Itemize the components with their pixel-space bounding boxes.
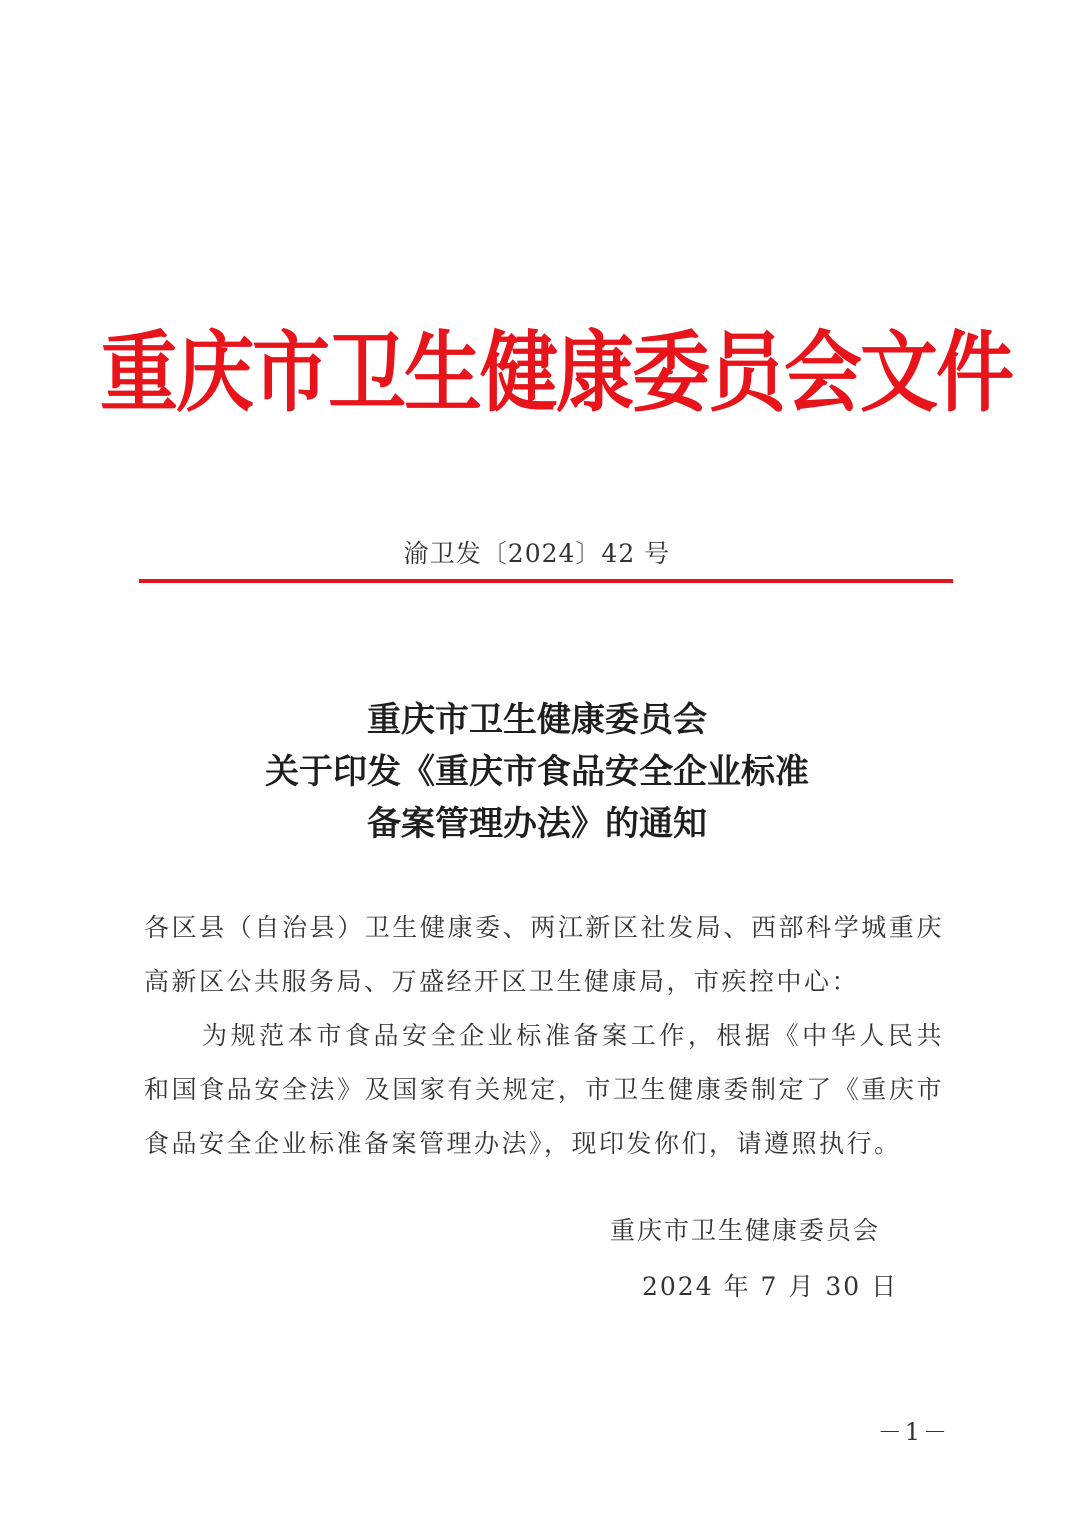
notice-title xyxy=(120,694,954,850)
notice-body xyxy=(144,901,944,1171)
document-header-title: 重庆市卫生健康委员会文件 xyxy=(100,323,1013,425)
signature-organization: 重庆市卫生健康委员会 xyxy=(610,1216,881,1245)
signature-date: 2024 年 7 月 30 日 xyxy=(642,1272,899,1301)
signature-block xyxy=(560,1203,950,1315)
recipients-paragraph: 各区县（自治县）卫生健康委、两江新区社发局、西部科学城重庆高新区公共服务局、万盛经开区卫生健康局，市疾控中心： xyxy=(144,913,944,996)
document-number: 渝卫发〔2024〕42 号 xyxy=(403,539,671,568)
notice-title-line-2: 关于印发《重庆市食品安全企业标准 xyxy=(265,752,809,792)
main-paragraph: 为规范本市食品安全企业标准备案工作，根据《中华人民共和国食品安全法》及国家有关规定，市卫生健康委制定了《重庆市食品安全企业标准备案管理办法》，现印发你们，请遵照执行。 xyxy=(144,1021,944,1158)
red-divider-line xyxy=(139,579,953,583)
page-number: －1－ xyxy=(877,1418,950,1446)
notice-title-line-1: 重庆市卫生健康委员会 xyxy=(367,700,707,740)
notice-title-line-3: 备案管理办法》的通知 xyxy=(367,804,707,844)
